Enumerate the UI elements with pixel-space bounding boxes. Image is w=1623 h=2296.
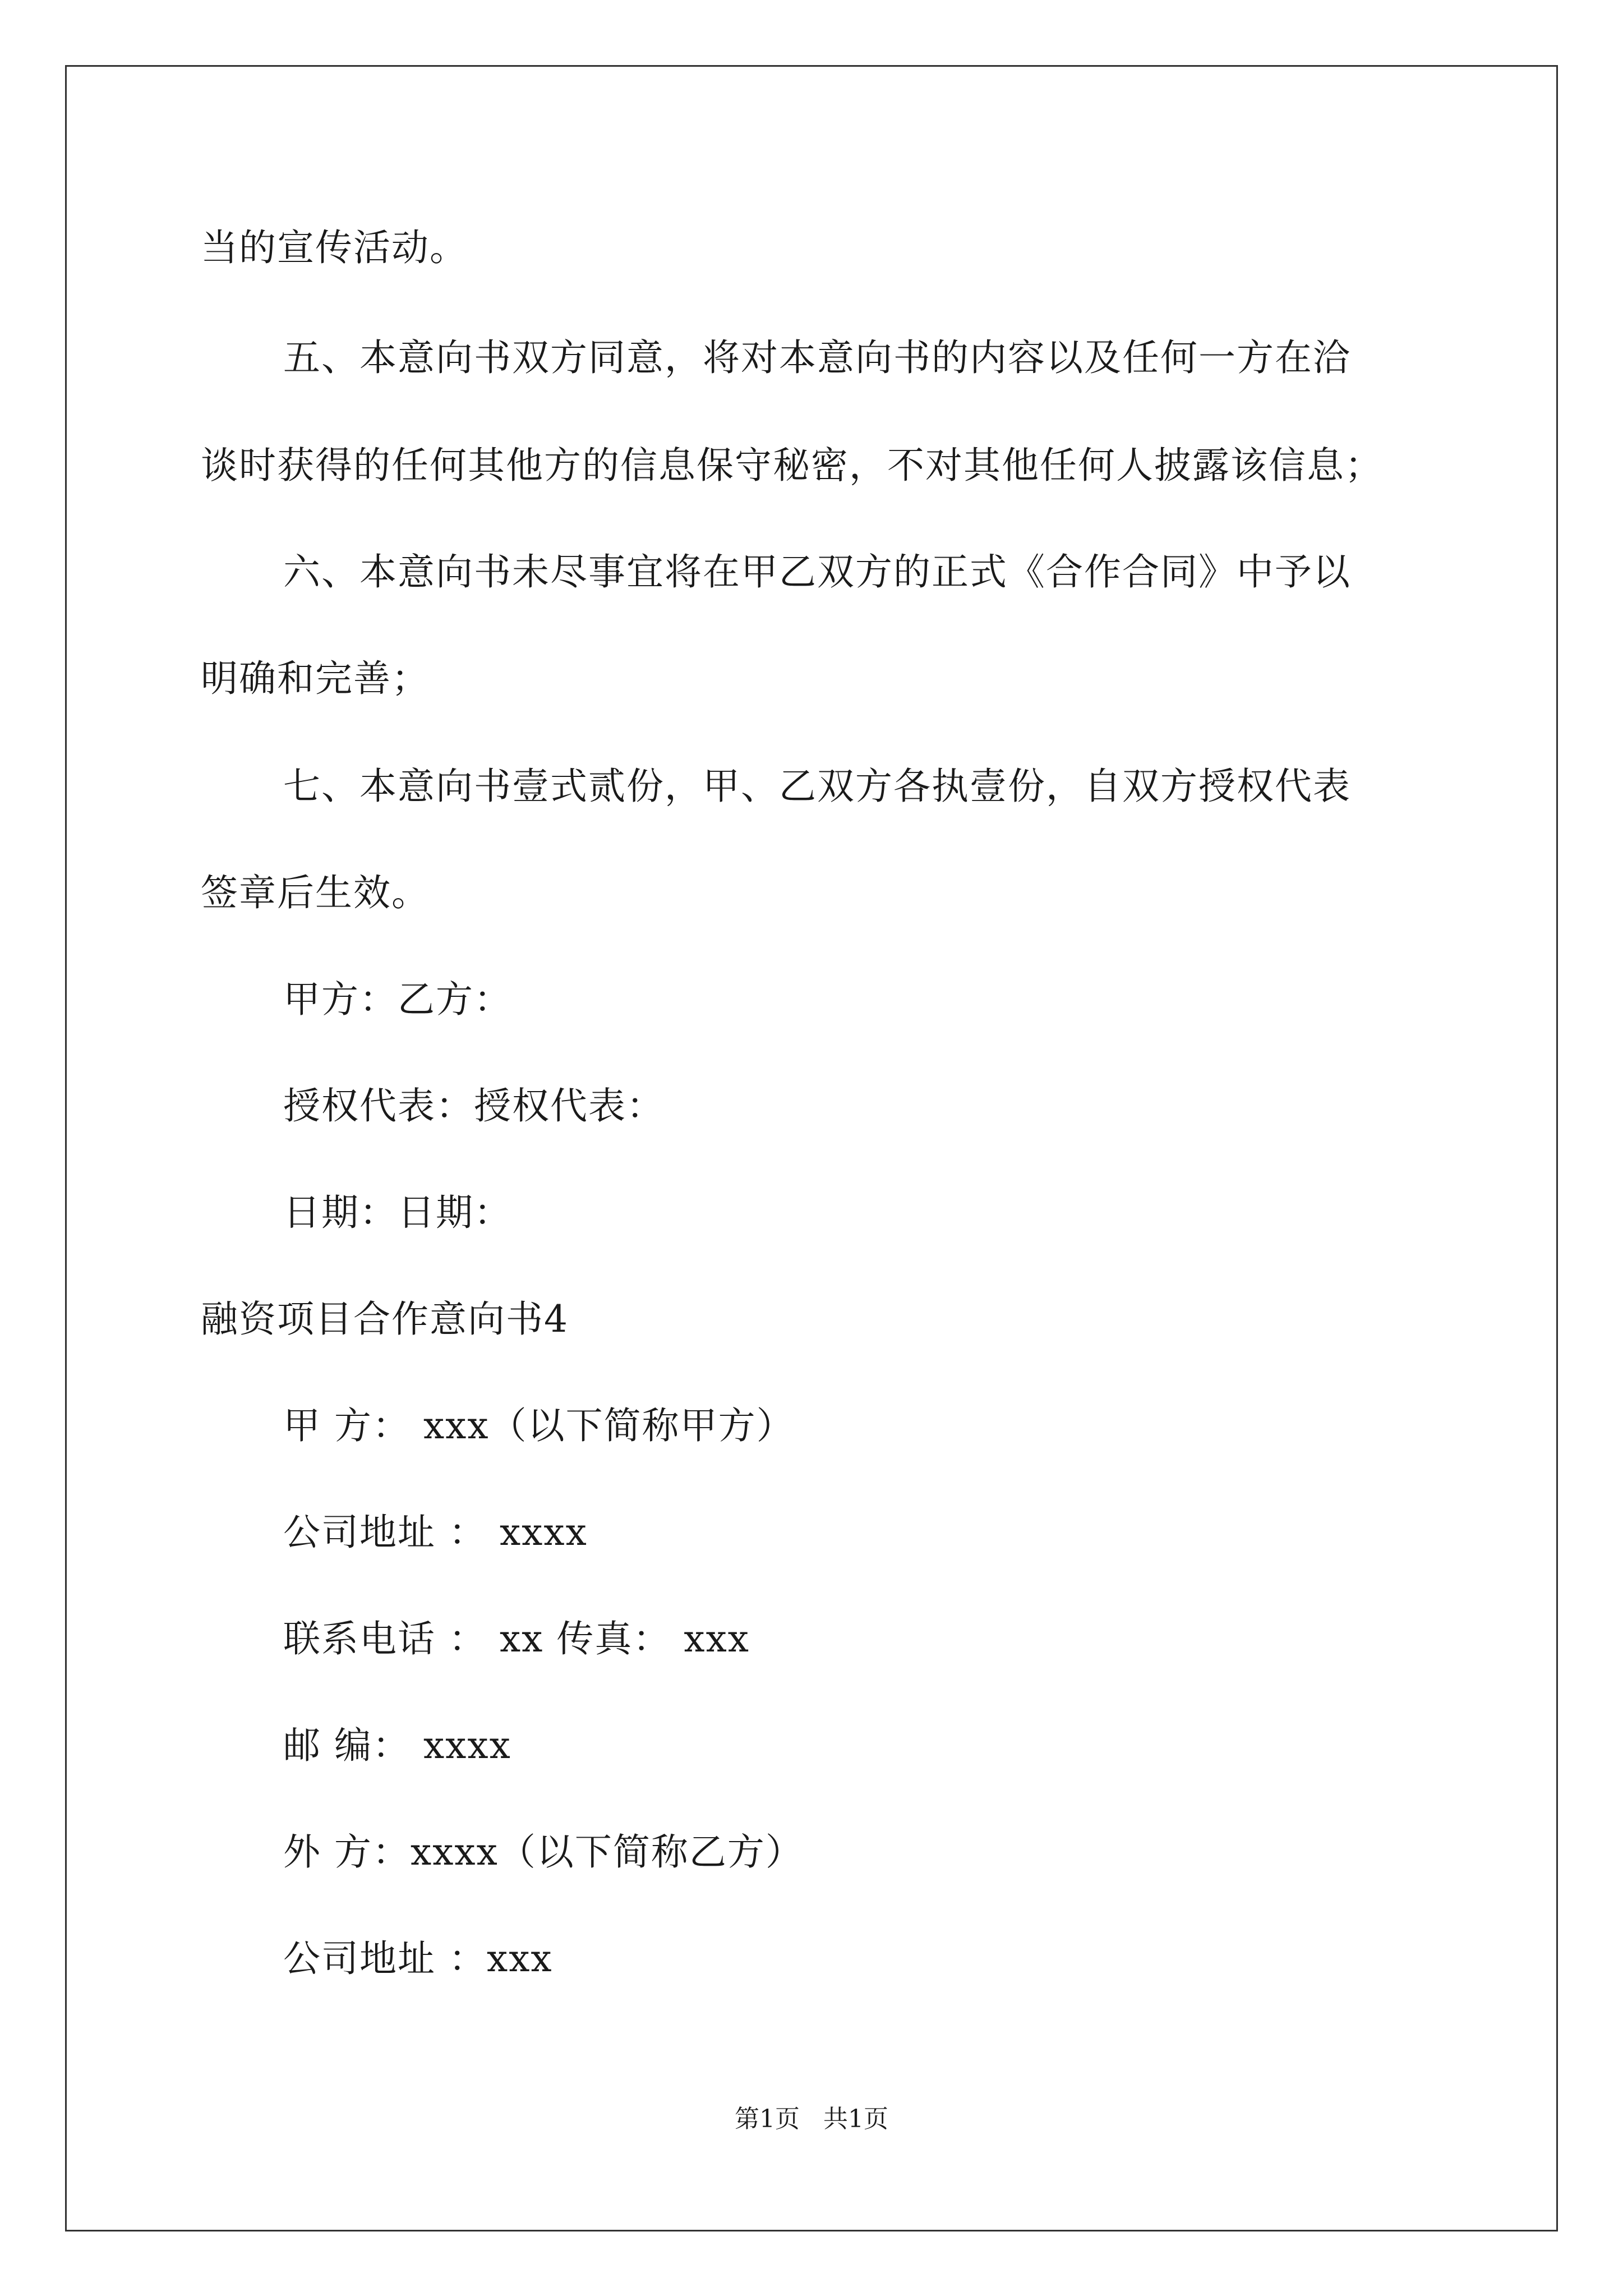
paragraph-line: 五、本意向书双方同意，将对本意向书的内容以及任何一方在洽 (283, 336, 1351, 379)
paragraph-line: 谈时获得的任何其他方的信息保守秘密，不对其他任何人披露该信息； (201, 444, 1383, 487)
party-a-phone-line: 联系电话 ： xx 传真： xxx (283, 1617, 750, 1660)
party-a-line: 甲 方： xxx（以下简称甲方） (283, 1404, 795, 1447)
paragraph-line: 签章后生效。 (201, 871, 430, 914)
party-b-line: 外 方：xxxx（以下简称乙方） (283, 1830, 804, 1874)
paragraph-line: 七、本意向书壹式贰份，甲、乙双方各执壹份，自双方授权代表 (283, 765, 1351, 808)
signature-parties-line: 甲方：乙方： (283, 978, 512, 1021)
paragraph-line: 当的宣传活动。 (201, 226, 468, 269)
section-title: 融资项目合作意向书4 (201, 1297, 569, 1341)
paragraph-line: 六、本意向书未尽事宜将在甲乙双方的正式《合作合同》中予以 (283, 550, 1351, 593)
party-a-address-line: 公司地址 ： xxxx (283, 1511, 588, 1554)
party-b-address-line: 公司地址 ：xxx (283, 1937, 553, 1980)
page-footer: 第1页 共1页 (735, 2105, 888, 2133)
signature-representatives-line: 授权代表：授权代表： (283, 1084, 665, 1128)
signature-date-line: 日期：日期： (283, 1191, 512, 1234)
paragraph-line: 明确和完善； (201, 657, 430, 700)
party-a-postcode-line: 邮 编： xxxx (283, 1724, 511, 1767)
page-border (65, 65, 1558, 2231)
